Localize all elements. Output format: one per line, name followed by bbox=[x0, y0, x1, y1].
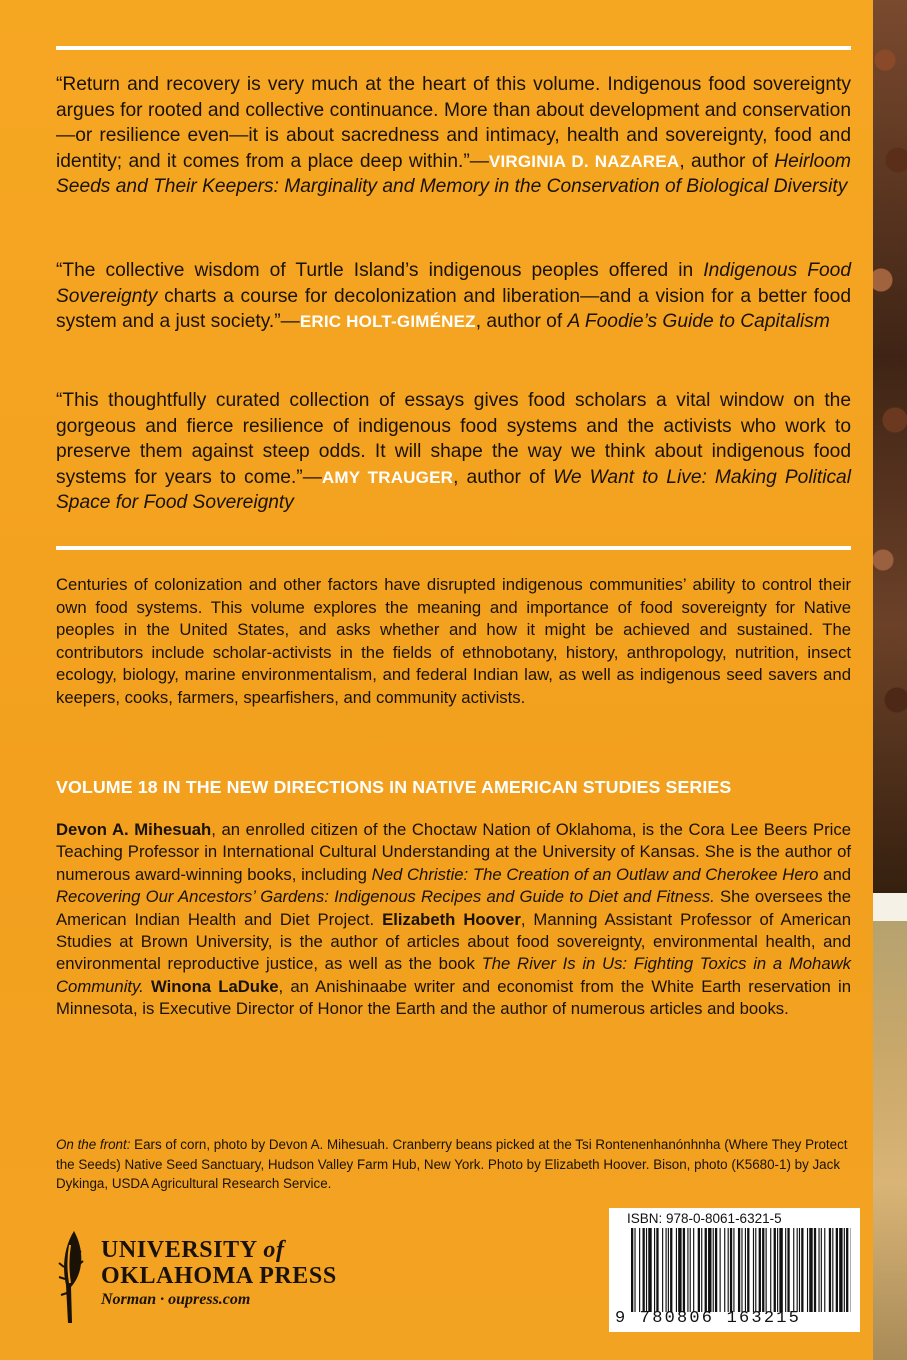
barcode-bar bbox=[643, 1228, 645, 1312]
front-cover-edge-gap bbox=[873, 893, 907, 921]
feather-quill-icon bbox=[56, 1227, 96, 1327]
barcode-bar bbox=[690, 1228, 691, 1312]
barcode-bar bbox=[766, 1228, 767, 1312]
publisher-line-2: OKLAHOMA PRESS bbox=[101, 1263, 337, 1289]
barcode-bar bbox=[705, 1228, 707, 1312]
barcode-bar bbox=[777, 1228, 778, 1312]
barcode-bar bbox=[846, 1228, 848, 1312]
barcode-bar bbox=[715, 1228, 717, 1312]
editor-2-name: Elizabeth Hoover bbox=[382, 909, 521, 929]
editor-1-bio-b: and bbox=[818, 864, 852, 884]
barcode-bar bbox=[824, 1228, 825, 1312]
blurb-1-text: “Return and recovery is very much at the heart of this volume. Indigenous food sovereignty argues for rooted and collective continuance. More than about development and conservation—or resilience even—it is about sacredness and intimacy, health and sovereignty, food and identity; and it comes from a place deep within.”— bbox=[56, 74, 851, 172]
barcode-bar bbox=[801, 1228, 803, 1312]
blurb-2-book-mention: Indigenous Food Sovereignty bbox=[56, 260, 851, 307]
barcode-panel bbox=[609, 1208, 860, 1332]
blurb-3-author: AMY TRAUGER bbox=[321, 467, 454, 487]
barcode-bar bbox=[741, 1228, 742, 1312]
editor-2-book: The River Is in Us: Fighting Toxics in a Mohawk Community. bbox=[56, 954, 851, 996]
blurb-1-book: Heirloom Seeds and Their Keepers: Marginality and Memory in the Conservation of Biological Diversity bbox=[56, 150, 851, 198]
barcode-bar bbox=[639, 1228, 640, 1312]
barcode-bar bbox=[683, 1228, 685, 1312]
barcode-bar bbox=[807, 1228, 808, 1312]
barcode-bar bbox=[654, 1228, 655, 1312]
middle-rule bbox=[56, 546, 851, 550]
blurb-1 bbox=[56, 72, 851, 200]
barcode-bar bbox=[809, 1228, 812, 1312]
editor-1-name: Devon A. Mihesuah bbox=[56, 820, 212, 839]
publisher-name bbox=[101, 1237, 337, 1311]
barcode-bar bbox=[774, 1228, 776, 1312]
barcode-bar bbox=[779, 1228, 782, 1312]
barcode-bar bbox=[745, 1228, 746, 1312]
barcode-bar bbox=[698, 1228, 700, 1312]
publisher-line-1 bbox=[101, 1237, 337, 1263]
front-cover-edge-photo-top bbox=[873, 0, 907, 893]
barcode-bar bbox=[797, 1228, 798, 1312]
editors-bio bbox=[56, 819, 851, 1021]
barcode-bar bbox=[656, 1228, 658, 1312]
barcode-bar bbox=[720, 1228, 721, 1312]
editor-1-bio-a: , an enrolled citizen of the Choctaw Nation of Oklahoma, is the Cora Lee Beers Price Teaching Professor in International Cultural Understanding at the University of Kansas. She is the author of numerous award-winning books, including bbox=[56, 820, 851, 884]
cover-credits bbox=[56, 1135, 851, 1194]
barcode-bar bbox=[678, 1228, 681, 1312]
barcode-bar bbox=[724, 1228, 725, 1312]
barcode-bar bbox=[733, 1228, 734, 1312]
barcode-bar bbox=[793, 1228, 794, 1312]
blurb-2-connector: , author of bbox=[475, 311, 568, 333]
barcode-bar bbox=[762, 1228, 764, 1312]
barcode-bar bbox=[687, 1228, 688, 1312]
barcode-bar bbox=[730, 1228, 732, 1312]
barcode-bar bbox=[708, 1228, 711, 1312]
barcode-bar bbox=[753, 1228, 754, 1312]
barcode-bar bbox=[728, 1228, 729, 1312]
editor-1-book-2: Recovering Our Ancestors’ Gardens: Indigenous Recipes and Guide to Diet and Fitness. bbox=[56, 887, 715, 907]
barcode-bar bbox=[670, 1228, 672, 1312]
publisher-line-1-university: UNIVERSITY bbox=[101, 1237, 264, 1263]
isbn-label: ISBN: 978-0-8061-6321-5 bbox=[627, 1211, 782, 1226]
editor-1-bio-c: She oversees the American Indian Health and Diet Project. bbox=[56, 887, 851, 929]
barcode-digits: 9 780806 163215 bbox=[615, 1309, 802, 1328]
barcode-bar bbox=[759, 1228, 761, 1312]
editor-3-bio: , an Anishinaabe writer and economist from the White Earth reservation in Minnesota, is Executive Director of Honor the Earth and the author of numerous articles and books. bbox=[56, 976, 851, 1019]
series-line: VOLUME 18 IN THE NEW DIRECTIONS IN NATIVE AMERICAN STUDIES SERIES bbox=[56, 777, 732, 797]
editor-3-name: Winona LaDuke bbox=[150, 976, 279, 996]
barcode-bar bbox=[836, 1228, 838, 1312]
blurb-1-connector: , author of bbox=[679, 150, 775, 172]
barcode-bar bbox=[799, 1228, 800, 1312]
barcode-bar bbox=[839, 1228, 842, 1312]
barcode-bars bbox=[631, 1228, 851, 1312]
barcode-bar bbox=[829, 1228, 831, 1312]
barcode-bar bbox=[844, 1228, 845, 1312]
barcode-bar bbox=[787, 1228, 789, 1312]
blurb-3-text: “This thoughtfully curated collection of essays gives food scholars a vital window on the gorgeous and fierce resilience of indigenous food systems and the activists who work to preserve them against steep odds. It will shape the way we think about indigenous food systems for years to come.”— bbox=[56, 390, 851, 488]
barcode-bar bbox=[770, 1228, 771, 1312]
barcode-bar bbox=[821, 1228, 822, 1312]
barcode-bar bbox=[701, 1228, 702, 1312]
cover-credits-label: On the front: bbox=[56, 1137, 131, 1152]
barcode-bar bbox=[693, 1228, 694, 1312]
barcode-bar bbox=[832, 1228, 833, 1312]
barcode-bar bbox=[785, 1228, 786, 1312]
cover-credits-text: Ears of corn, photo by Devon A. Mihesuah. Cranberry beans picked at the Tsi Rontenenhanónhnha (Where They Protect the Seeds) Native Seed Sanctuary, Hudson Valley Farm Hub, New York. Photo by Elizabeth Hoover. Bison, photo (K5680-1) by Jack Dykinga, USDA Agricultural Research Service. bbox=[56, 1137, 848, 1191]
blurb-2-text-a: “The collective wisdom of Turtle Island’s indigenous peoples offered in bbox=[56, 260, 704, 281]
barcode-bar bbox=[666, 1228, 667, 1312]
barcode-bar bbox=[755, 1228, 756, 1312]
barcode-bar bbox=[634, 1228, 635, 1312]
barcode-bar bbox=[648, 1228, 651, 1312]
blurb-2-author: ERIC HOLT-GIMÉNEZ bbox=[299, 312, 476, 332]
publisher-line-1-of: of bbox=[263, 1237, 285, 1263]
blurb-3-book: We Want to Live: Making Political Space for Food Sovereignty bbox=[56, 466, 851, 514]
barcode-bar bbox=[818, 1228, 819, 1312]
blurb-3-connector: , author of bbox=[453, 466, 554, 488]
blurb-3 bbox=[56, 388, 851, 516]
barcode-bar bbox=[676, 1228, 677, 1312]
front-cover-edge-photo-bottom bbox=[873, 921, 907, 1360]
barcode-bar bbox=[646, 1228, 647, 1312]
blurb-2 bbox=[56, 258, 851, 335]
barcode-bar bbox=[631, 1228, 633, 1312]
editor-1-book-1: Ned Christie: The Creation of an Outlaw and Cherokee Hero bbox=[371, 864, 819, 884]
bio-spacer bbox=[144, 977, 151, 996]
publisher-location-url: Norman · oupress.com bbox=[101, 1291, 251, 1308]
book-description: Centuries of colonization and other factors have disrupted indigenous communities’ ability to control their own food systems. This volume explores the meaning and importance of food sovereignty for Native peoples in the United States, and asks whether and how it might be achieved and sustained. The contributors include scholar-activists in the fields of ethnobotany, history, anthropology, nutrition, insect ecology, biology, marine environmentalism, and federal Indian law, as well as indigenous seed savers and keepers, cooks, farmers, spearfishers, and community activists. bbox=[56, 575, 851, 707]
barcode-bar bbox=[668, 1228, 669, 1312]
barcode-bar bbox=[662, 1228, 663, 1312]
barcode-bar bbox=[747, 1228, 749, 1312]
top-rule bbox=[56, 46, 851, 50]
editor-2-bio: , Manning Assistant Professor of American Studies at Brown University, is the author of articles about food sovereignty, environmental health, and environmental reproductive justice, as well as the book bbox=[56, 909, 851, 974]
blurb-2-text-b: charts a course for decolonization and liberation—and a vision for a better food system and a just society.”— bbox=[56, 285, 851, 333]
blurb-2-book: A Foodie’s Guide to Capitalism bbox=[567, 311, 830, 333]
barcode-bar bbox=[738, 1228, 740, 1312]
barcode-bar bbox=[713, 1228, 714, 1312]
barcode-bar bbox=[814, 1228, 816, 1312]
blurb-1-author: VIRGINIA D. NAZAREA bbox=[488, 151, 680, 171]
